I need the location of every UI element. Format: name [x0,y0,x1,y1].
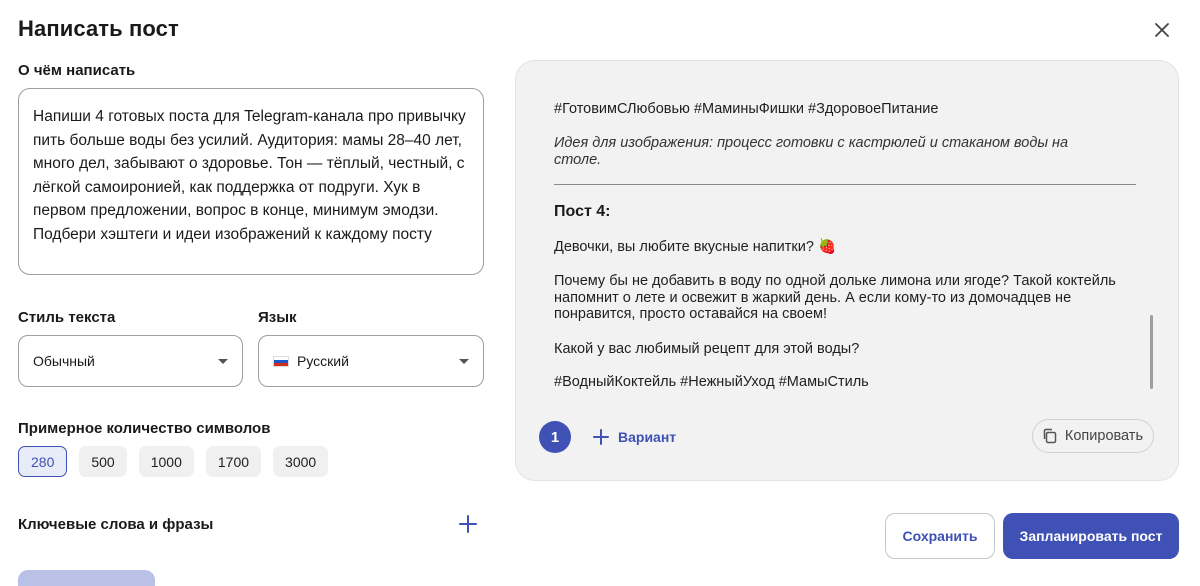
char-count-label: Примерное количество символов [18,420,271,437]
copy-label: Копировать [1064,428,1143,444]
previous-hashtags: #ГотовимСЛюбовью #МаминыФишки #ЗдоровоеПитание [554,101,939,117]
variant-number-button[interactable]: 1 [539,421,571,453]
add-variant-label: Вариант [618,429,677,445]
post-title: Пост 4: [554,203,611,220]
style-select[interactable] [18,335,243,387]
copy-button[interactable] [1032,419,1154,453]
char-count-options [18,446,328,477]
plus-icon [457,513,479,535]
copy-icon [1041,427,1059,445]
keywords-label: Ключевые слова и фразы [18,516,214,533]
post-body: Почему бы не добавить в воду по одной дольке лимона или ягоде? Такой коктейль напомнит о лете и освежит в жаркий день. А если кому-то из домочадцев не понравится, просто оставайся на своем! [554,273,1116,322]
save-button[interactable]: Сохранить [885,513,995,559]
language-select-value: Русский [297,353,349,369]
language-label: Язык [258,309,297,326]
char-option-1700[interactable]: 1700 [206,446,261,477]
language-select[interactable] [258,335,484,387]
preview-scrollbar[interactable] [1150,315,1153,389]
post-hashtags: #ВодныйКоктейль #НежныйУход #МамыСтиль [554,374,869,390]
russia-flag-icon [273,356,289,367]
style-select-value: Обычный [33,353,95,369]
image-idea: Идея для изображения: процесс готовки с кастрюлей и стаканом воды на столе. [554,135,1069,168]
char-option-500[interactable]: 500 [79,446,126,477]
page-title: Написать пост [18,16,179,41]
char-option-3000[interactable]: 3000 [273,446,328,477]
post-hook: Девочки, вы любите вкусные напитки? 🍓 [554,239,837,255]
divider [554,184,1136,185]
schedule-post-button[interactable]: Запланировать пост [1003,513,1179,559]
chevron-down-icon [459,359,469,364]
style-label: Стиль текста [18,309,116,326]
post-preview-panel [515,60,1179,481]
close-button[interactable] [1150,18,1174,42]
chevron-down-icon [218,359,228,364]
topic-textarea[interactable]: Напиши 4 готовых поста для Telegram-канала про привычку пить больше воды без усилий. Аудитория: мамы 28–40 лет, много дел, забывают о здоровье. Тон — тёплый, честный, с лёгкой самоиронией, как поддержка от подруги. Хук в первом предложении, вопрос в конце, минимум эмодзи. Подбери хэштеги и идеи изображений к каждому посту [18,88,484,275]
generate-button[interactable] [18,570,155,586]
plus-icon [592,428,610,446]
topic-label: О чём написать [18,62,136,79]
post-question: Какой у вас любимый рецепт для этой воды? [554,341,860,357]
char-option-1000[interactable]: 1000 [139,446,194,477]
add-keyword-button[interactable] [457,513,479,535]
add-variant-button[interactable] [592,425,676,449]
char-option-280[interactable]: 280 [18,446,67,477]
close-icon [1155,23,1169,37]
